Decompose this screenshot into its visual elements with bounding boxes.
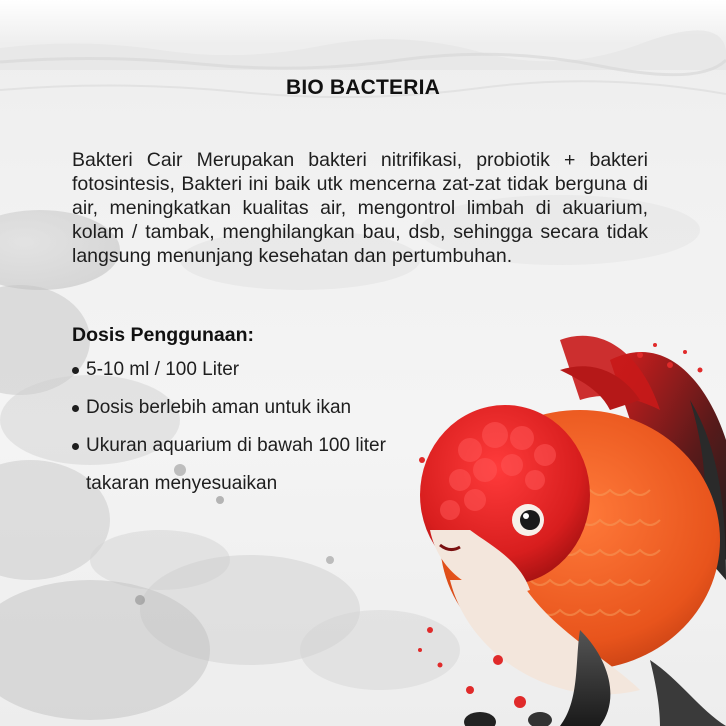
dosis-item: 5-10 ml / 100 Liter <box>72 356 492 384</box>
dosis-item: Dosis berlebih aman untuk ikan <box>72 394 492 422</box>
dosis-heading: Dosis Penggunaan: <box>72 324 255 346</box>
dosis-item-continuation: takaran menyesuaikan <box>86 473 278 494</box>
page-title: BIO BACTERIA <box>285 76 441 99</box>
product-description: Bakteri Cair Merupakan bakteri nitrifikasi, probiotik + bakteri fotosintesis, Bakteri ini baik utk mencerna zat-zat tidak berguna di air, meningkatkan kualitas air, mengontrol limbah di akuarium, kolam / tambak, menghilangkan bau, dsb, sehingga secara tidak langsung menunjang kesehatan dan pertumbuhan. <box>72 149 648 267</box>
dosis-item: Ukuran aquarium di bawah 100 liter <box>72 432 492 460</box>
goldfish-icon <box>410 330 726 726</box>
